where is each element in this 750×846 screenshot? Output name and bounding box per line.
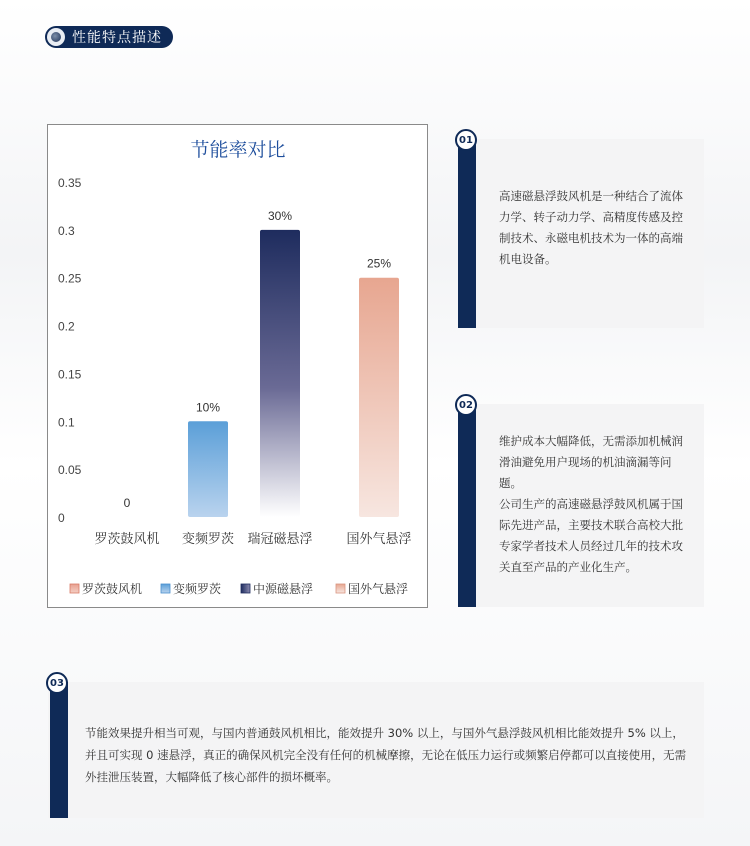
x-tick-label: 国外气悬浮 xyxy=(346,531,412,546)
legend-label: 中源磁悬浮 xyxy=(253,582,314,596)
card-paragraph: 维护成本大幅降低，无需添加机械润滑油避免用户现场的机油滴漏等问题。 xyxy=(499,434,683,490)
data-label: 25% xyxy=(366,256,392,271)
bar-2 xyxy=(188,421,228,517)
card-accent-bar xyxy=(458,139,476,328)
bullet-icon xyxy=(47,28,65,46)
feature-card-01 xyxy=(458,139,704,328)
legend-label: 国外气悬浮 xyxy=(348,582,409,596)
x-tick-label: 变频罗茨 xyxy=(181,531,235,546)
feature-card-03 xyxy=(48,682,704,818)
card-text xyxy=(499,431,690,578)
section-title: 性能特点描述 xyxy=(72,30,162,46)
legend-label: 变频罗茨 xyxy=(173,582,222,596)
y-tick-label: 0.35 xyxy=(58,176,82,190)
bar-3 xyxy=(260,230,300,517)
bar-4 xyxy=(359,278,399,517)
data-label: 0 xyxy=(123,496,131,510)
energy-saving-chart xyxy=(48,125,429,609)
card-number-badge: 01 xyxy=(455,129,477,151)
legend-swatch xyxy=(161,584,170,593)
card-number-badge: 03 xyxy=(46,672,68,694)
data-label: 10% xyxy=(195,400,221,415)
card-paragraph: 公司生产的高速磁悬浮鼓风机属于国际先进产品，主要技术联合高校大批专家学者技术人员经过几年的技术攻关直至产品的产业化生产。 xyxy=(499,497,683,574)
legend-swatch xyxy=(241,584,250,593)
card-text: 节能效果提升相当可观，与国内普通鼓风机相比，能效提升 30% 以上，与国外气悬浮鼓风机相比能效提升 5% 以上，并且可实现 0 速悬浮，真正的确保风机完全没有任何的机械摩擦，无论在低压力运行或频繁启停都可以直接使用，无需外挂泄压装置，大幅降低了核心部件的损坏概率。 xyxy=(85,726,687,784)
section-header xyxy=(45,26,173,48)
card-number-badge: 02 xyxy=(455,394,477,416)
card-accent-bar xyxy=(50,682,68,818)
y-tick-label: 0.3 xyxy=(58,223,75,238)
card-text: 高速磁悬浮鼓风机是一种结合了流体力学、转子动力学、高精度传感及控制技术、永磁电机技术为一体的高端机电设备。 xyxy=(499,189,683,266)
legend-swatch xyxy=(336,584,345,593)
chart-title: 节能率对比 xyxy=(190,140,286,161)
card-accent-bar xyxy=(458,404,476,607)
x-tick-label: 罗茨鼓风机 xyxy=(94,531,160,546)
legend-label: 罗茨鼓风机 xyxy=(82,582,143,596)
y-tick-label: 0.05 xyxy=(58,463,82,478)
y-tick-label: 0.25 xyxy=(58,271,82,286)
feature-card-02 xyxy=(458,404,704,607)
chart-card xyxy=(47,124,428,608)
y-tick-label: 0.2 xyxy=(58,319,75,334)
y-tick-label: 0 xyxy=(58,511,65,525)
x-tick-label: 瑞冠磁悬浮 xyxy=(247,531,313,546)
y-tick-label: 0.1 xyxy=(58,415,75,430)
legend-swatch xyxy=(70,584,79,593)
data-label: 30% xyxy=(267,208,293,223)
y-tick-label: 0.15 xyxy=(58,367,82,382)
